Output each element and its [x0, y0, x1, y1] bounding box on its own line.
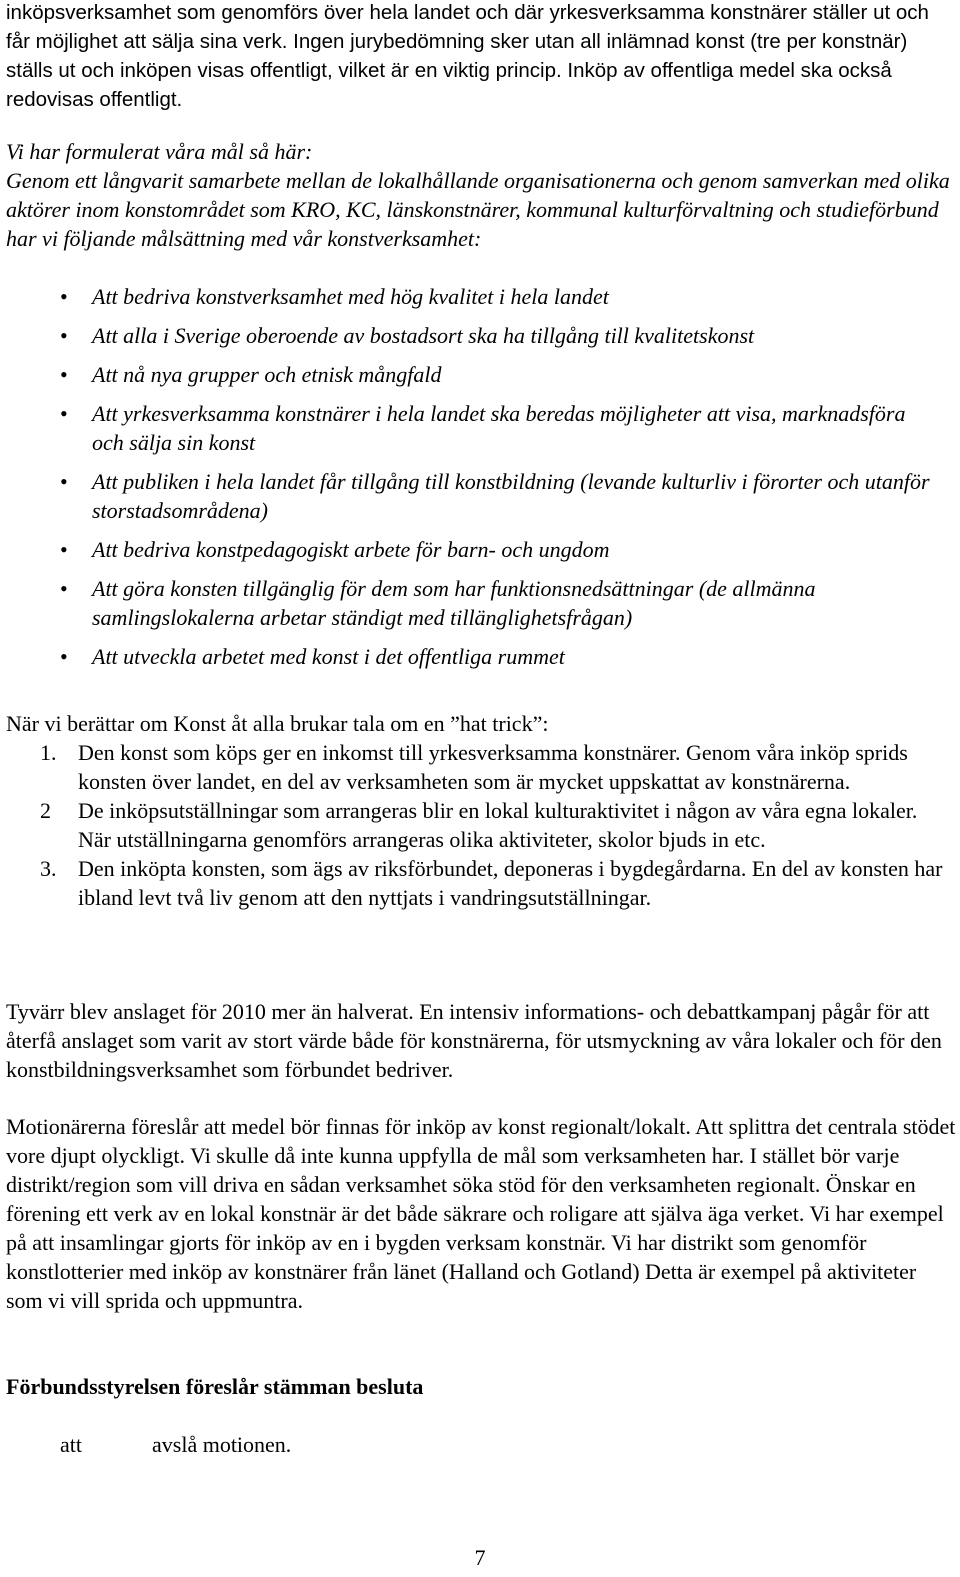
decision-att: att: [60, 1432, 82, 1457]
list-item: • Att bedriva konstverksamhet med hög kvalitet i hela landet: [60, 284, 609, 309]
goals-list: [0, 282, 960, 681]
item-number: 2: [40, 798, 51, 823]
list-item: • Att utveckla arbetet med konst i det offentliga rummet: [60, 644, 565, 669]
list-item: • Att göra konsten tillgänglig för dem som har funktionsnedsättningar (de allmänna samlingslokalerna arbetar ständigt med tillänglighetsfrågan): [60, 576, 816, 630]
bullet-icon: •: [60, 284, 68, 309]
funding-paragraph: Tyvärr blev anslaget för 2010 mer än halverat. En intensiv informations- och debattkampanj pågår för att återfå anslaget som varit av stort värde både för konstnärerna, för utsmyckning av våra lokaler och för den konstbildningsverksamhet som förbundet bedriver.: [6, 999, 942, 1082]
page-number: 7: [474, 1545, 486, 1570]
list-item: • Att alla i Sverige oberoende av bostadsort ska ha tillgång till kvalitetskonst: [60, 323, 755, 348]
bullet-icon: •: [60, 469, 68, 494]
bullet-icon: •: [60, 537, 68, 562]
list-item: • Att yrkesverksamma konstnärer i hela landet ska beredas möjligheter att visa, marknadsföra och sälja sin konst: [60, 401, 906, 455]
decision-line: [60, 1430, 291, 1459]
list-item: 2 De inköpsutställningar som arrangeras blir en lokal kulturaktivitet i någon av våra egna lokaler. När utställningarna genomförs arrangeras olika aktiviteter, skolor bjuds in etc.: [40, 798, 918, 852]
list-item: 3. Den inköpta konsten, som ägs av riksförbundet, deponeras i bygdegårdarna. En del av konsten har ibland levt två liv genom att den nyttjats i vandringsutställningar.: [40, 856, 943, 910]
bullet-icon: •: [60, 362, 68, 387]
hat-trick-intro: När vi berättar om Konst åt alla brukar tala om en ”hat trick”:: [6, 711, 549, 736]
decision-text: avslå motionen.: [152, 1432, 292, 1457]
bullet-icon: •: [60, 323, 68, 348]
goals-section: [6, 137, 956, 253]
decision-heading: Förbundsstyrelsen föreslår stämman besluta: [6, 1374, 424, 1399]
list-item: • Att bedriva konstpedagogiskt arbete för barn- och ungdom: [60, 537, 610, 562]
list-item: • Att publiken i hela landet får tillgång till konstbildning (levande kulturliv i förorter och utanför storstadsområdena): [60, 469, 930, 523]
bullet-icon: •: [60, 401, 68, 426]
intro-paragraph: inköpsverksamhet som genomförs över hela landet och där yrkesverksamma konstnärer ställer ut och får möjlighet att sälja sina verk. Ingen jurybedömning sker utan all inlämnad konst (tre per konstnär) ställs ut och inköpen visas offentligt, vilket är en viktig princip. Inköp av offentliga medel ska också redovisas offentligt.: [6, 1, 929, 111]
item-number: 3.: [40, 856, 57, 881]
list-item: • Att nå nya grupper och etnisk mångfald: [60, 362, 442, 387]
hat-trick-list: [0, 738, 960, 912]
list-item: 1. Den konst som köps ger en inkomst till yrkesverksamma konstnärer. Genom våra inköp sprids konsten över landet, en del av verksamheten som är mycket uppskattat av konstnärerna.: [40, 740, 908, 794]
item-number: 1.: [40, 740, 57, 765]
goals-heading: Vi har formulerat våra mål så här:: [6, 139, 313, 164]
bullet-icon: •: [60, 644, 68, 669]
motion-paragraph: Motionärerna föreslår att medel bör finnas för inköp av konst regionalt/lokalt. Att splittra det centrala stödet vore djupt olyckligt. Vi skulle då inte kunna uppfylla de mål som verksamheten har. I stället bör varje distrikt/region som vill driva en sådan verksamhet söka stöd för den verksamheten regionalt. Önskar en förening ett verk av en lokal konstnär är det både säkrare och roligare att själva äga verket. Vi har exempel på att insamlingar gjorts för inköp av en i bygden verksam konstnär. Vi har distrikt som genomför konstlotterier med inköp av konstnärer från länet (Halland och Gotland) Detta är exempel på aktiviteter som vi vill sprida och uppmuntra.: [6, 1114, 956, 1313]
bullet-icon: •: [60, 576, 68, 601]
goals-text: Genom ett långvarit samarbete mellan de lokalhållande organisationerna och genom samverkan med olika aktörer inom konstområdet som KRO, KC, länskonstnärer, kommunal kulturförvaltning och studieförbund har vi följande målsättning med vår konstverksamhet:: [6, 168, 950, 251]
